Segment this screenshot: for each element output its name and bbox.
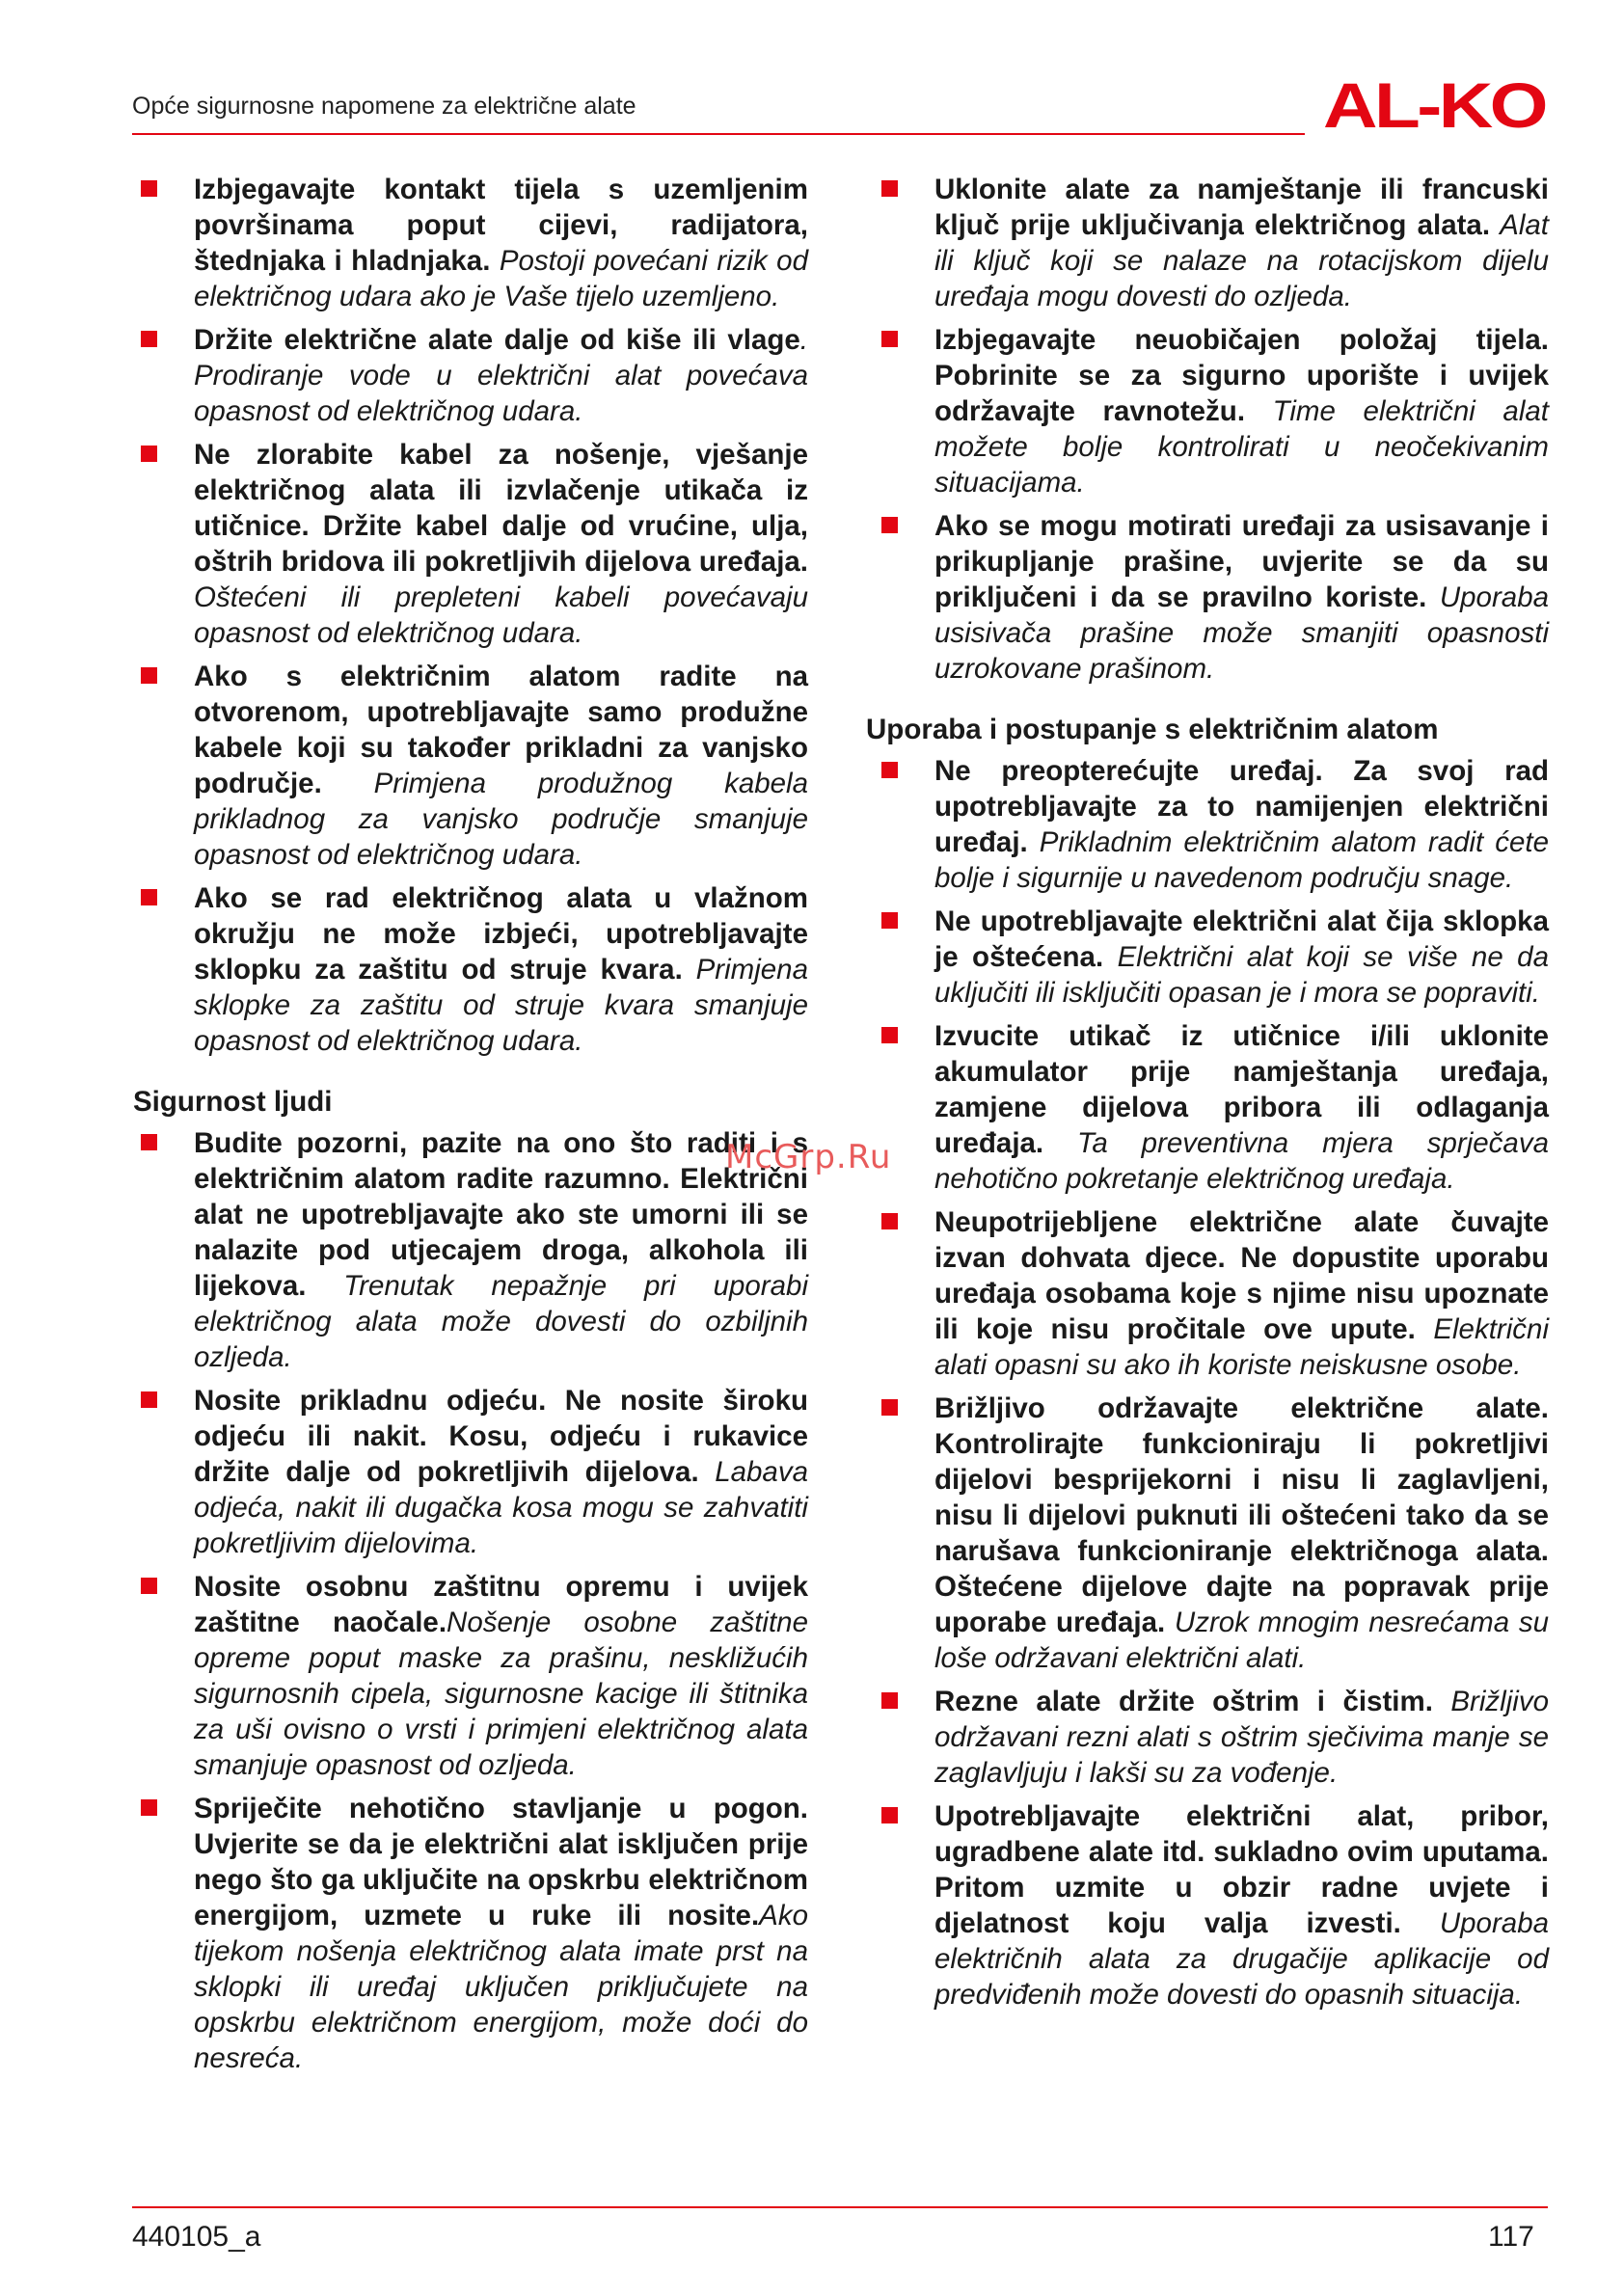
bullet-icon <box>141 667 157 684</box>
right-column <box>866 172 1550 2020</box>
logo-text: AL-KO <box>1323 75 1546 135</box>
left-column <box>133 172 808 2084</box>
left-items-bottom <box>133 1125 808 2076</box>
section-title: Sigurnost ljudi <box>133 1086 333 1118</box>
bullet-icon <box>881 517 898 533</box>
watermark: McGrp.Ru <box>725 1138 892 1176</box>
list-item: Izbjegavajte kontakt tijela s uzemljenim površinama poput cijevi, radijatora, štednjaka i hladnjaka. Postoji povećani rizik od električnog udara ako je Vaše tijelo uzemljeno. <box>133 172 808 314</box>
list-item: Ako se mogu motirati uređaji za usisavanje i prikupljanje prašine, uvjerite se da su priključeni i da se pravilno koriste. Uporaba usisivača prašine može smanjiti opasnosti uzrokovane prašinom. <box>874 508 1549 687</box>
list-item: Ako se rad električnog alata u vlažnom okružju ne može izbjeći, upotrebljavajte sklopku za zaštitu od struje kvara. Primjena sklopke za zaštitu od struje kvara smanjuje opasnost od električnog udara. <box>133 880 808 1059</box>
al-ko-logo <box>1323 75 1547 135</box>
list-item: Izvucite utikač iz utičnice i/ili uklonite akumulator prije namještanja uređaja, zamjene dijelova pribora ili odlaganja uređaja. Ta preventivna mjera sprječava nehotično pokretanje električnog uređaja. <box>874 1018 1549 1197</box>
list-item: Rezne alate držite oštrim i čistim. Brižljivo održavani rezni alati s oštrim sječivima manje se zaglavljuju i lakši su za vođenje. <box>874 1684 1549 1791</box>
footer-rule <box>132 2206 1548 2208</box>
bullet-icon <box>141 446 157 462</box>
page-number: 117 <box>1488 2221 1534 2253</box>
bullet-icon <box>881 762 898 778</box>
list-item: Izbjegavajte neuobičajen položaj tijela. Pobrinite se za sigurno uporište i uvijek održavajte ravnotežu. Time električni alat možete bolje kontrolirati u neočekivanim situacijama. <box>874 322 1549 500</box>
section-title: Uporaba i postupanje s električnim alatom <box>866 714 1439 745</box>
bullet-icon <box>881 1399 898 1416</box>
left-items-top <box>133 172 808 1059</box>
bullet-icon <box>881 912 898 929</box>
bullet-icon <box>881 1213 898 1229</box>
bullet-icon <box>881 331 898 347</box>
doc-number: 440105_a <box>132 2221 261 2253</box>
list-item: Nosite prikladnu odjeću. Ne nosite široku odjeću ili nakit. Kosu, odjeću i rukavice držite dalje od pokretljivih dijelova. Labava odjeća, nakit ili dugačka kosa mogu se zahvatiti pokretljivim dijelovima. <box>133 1383 808 1561</box>
header-rule <box>132 133 1305 135</box>
bullet-icon <box>881 1027 898 1043</box>
right-items-top <box>874 172 1549 687</box>
list-item: Ako s električnim alatom radite na otvorenom, upotrebljavajte samo produžne kabele koji su također prikladni za vanjsko područje. Primjena produžnog kabela prikladnog za vanjsko područje smanjuje opasnost od električnog udara. <box>133 659 808 873</box>
list-item: Brižljivo održavajte električne alate. Kontrolirajte funkcioniraju li pokretljivi dijelovi besprijekorni i nisu li zaglavljeni, nisu li dijelovi puknuti ili oštećeni tako da se narušava funkcioniranje električnoga alata. Oštećene dijelove dajte na popravak prije uporabe uređaja. Uzrok mnogim nesrećama su loše održavani električni alati. <box>874 1391 1549 1676</box>
header-title: Opće sigurnosne napomene za električne alate <box>132 93 636 120</box>
right-items-bottom <box>874 753 1549 2012</box>
bullet-icon <box>141 180 157 197</box>
bullet-icon <box>141 1391 157 1408</box>
bullet-icon <box>141 1578 157 1594</box>
list-item: Ne zlorabite kabel za nošenje, vješanje električnog alata ili izvlačenje utikača iz utičnice. Držite kabel dalje od vrućine, ulja, oštrih bridova ili pokretljivih dijelova uređaja. Oštećeni ili prepleteni kabeli povećavaju opasnost od električnog udara. <box>133 437 808 651</box>
list-item: Držite električne alate dalje od kiše ili vlage. Prodiranje vode u električni alat povećava opasnost od električnog udara. <box>133 322 808 429</box>
list-item: Uklonite alate za namještanje ili francuski ključ prije uključivanja električnog alata. Alat ili ključ koji se nalaze na rotacijskom dijelu uređaja mogu dovesti do ozljeda. <box>874 172 1549 314</box>
list-item: Nosite osobnu zaštitnu opremu i uvijek zaštitne naočale.Nošenje osobne zaštitne opreme poput maske za prašinu, neskližućih sigurnosnih cipela, sigurnosne kacige ili štitnika za uši ovisno o vrsti i primjeni električnog alata smanjuje opasnost od ozljeda. <box>133 1569 808 1783</box>
bullet-icon <box>141 331 157 347</box>
list-item: Upotrebljavajte električni alat, pribor, ugradbene alate itd. sukladno ovim uputama. Pritom uzmite u obzir radne uvjete i djelatnost koju valja izvesti. Uporaba električnih alata za drugačije aplikacije od predviđenih može dovesti do opasnih situacija. <box>874 1798 1549 2012</box>
list-item: Ne preopterećujte uređaj. Za svoj rad upotrebljavajte za to namijenjen električni uređaj. Prikladnim električnim alatom radit ćete bolje i sigurnije u navedenom području snage. <box>874 753 1549 896</box>
bullet-icon <box>141 1134 157 1150</box>
list-item: Ne upotrebljavajte električni alat čija sklopka je oštećena. Električni alat koji se više ne da uključiti ili isključiti opasan je i mora se popraviti. <box>874 904 1549 1011</box>
bullet-icon <box>881 180 898 197</box>
bullet-icon <box>881 1692 898 1709</box>
bullet-icon <box>881 1807 898 1823</box>
list-item: Budite pozorni, pazite na ono što raditi i s električnim alatom radite razumno. Električni alat ne upotrebljavajte ako ste umorni ili se nalazite pod utjecajem droga, alkohola ili lijekova. Trenutak nepažnje pri uporabi električnog alata može dovesti do ozbiljnih ozljeda. <box>133 1125 808 1375</box>
bullet-icon <box>141 889 157 905</box>
list-item: Neupotrijebljene električne alate čuvajte izvan dohvata djece. Ne dopustite uporabu uređaja osobama koje s njime nisu upoznate ili koje nisu pročitale ove upute. Električni alati opasni su ako ih koriste neiskusne osobe. <box>874 1204 1549 1383</box>
bullet-icon <box>141 1799 157 1816</box>
list-item: Spriječite nehotično stavljanje u pogon. Uvjerite se da je električni alat isključen prije nego što ga uključite na opskrbu električnom energijom, uzmete u ruke ili nosite.Ako tijekom nošenja električnog alata imate prst na sklopki ili uređaj uključen priključujete na opskrbu električnom energijom, može doći do nesreća. <box>133 1791 808 2076</box>
